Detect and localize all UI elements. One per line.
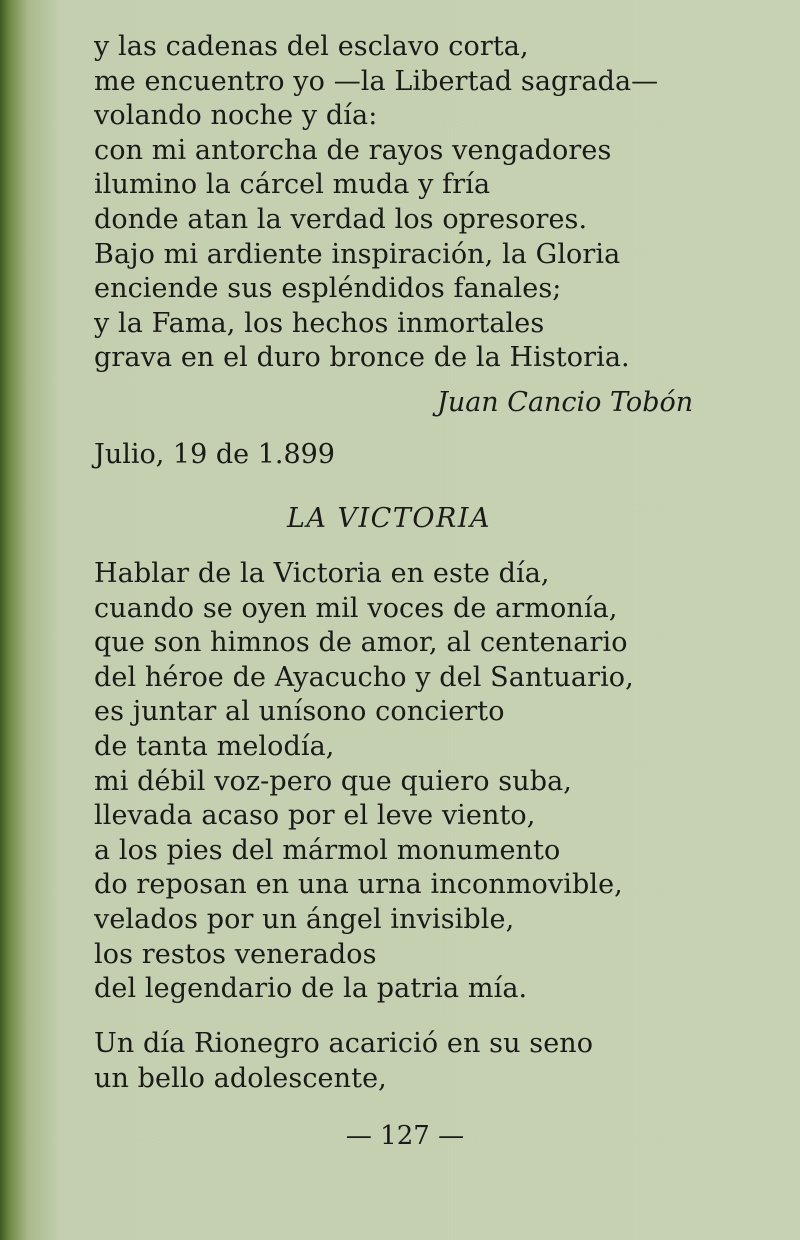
poem-title: LA VICTORIA	[287, 503, 491, 534]
poem-line: grava en el duro bronce de la Historia.	[94, 342, 630, 374]
page-number: — 127 —	[345, 1121, 465, 1151]
poem-line: me encuentro yo —la Libertad sagrada—	[94, 65, 659, 97]
poem-line: que son himnos de amor, al centenario	[94, 627, 628, 659]
poem2-stanza-2	[94, 1027, 774, 1096]
author-signature: Juan Cancio Tobón	[437, 387, 694, 418]
poem-line: volando noche y día:	[94, 100, 378, 132]
poem-line: enciende sus espléndidos fanales;	[94, 273, 562, 305]
poem-line: un bello adolescente,	[94, 1062, 387, 1094]
poem-line: Bajo mi ardiente inspiración, la Gloria	[94, 238, 621, 270]
poem-date: Julio, 19 de 1.899	[94, 439, 335, 470]
poem-line: donde atan la verdad los opresores.	[94, 203, 588, 235]
poem-line: los restos venerados	[94, 938, 377, 970]
poem-line: del legendario de la patria mía.	[94, 973, 528, 1005]
poem-line: ilumino la cárcel muda y fría	[94, 169, 491, 201]
poem-line: velados por un ángel invisible,	[94, 903, 515, 935]
poem-line: Hablar de la Victoria en este día,	[94, 558, 550, 589]
poem-line: y las cadenas del esclavo corta,	[94, 31, 529, 62]
poem2-stanza-1	[94, 557, 774, 1007]
poem-line: y la Fama, los hechos inmortales	[94, 307, 545, 339]
poem1-text	[94, 30, 774, 376]
poem-line: de tanta melodía,	[94, 730, 335, 762]
poem-line: mi débil voz-pero que quiero suba,	[94, 765, 572, 797]
poem-line: del héroe de Ayacucho y del Santuario,	[94, 661, 634, 693]
poem-line: con mi antorcha de rayos vengadores	[94, 134, 612, 166]
poem-line: a los pies del mármol monumento	[94, 834, 561, 866]
poem-line: llevada acaso por el leve viento,	[94, 800, 536, 832]
poem-line: do reposan en una urna inconmovible,	[94, 869, 623, 901]
poem-line: es juntar al unísono concierto	[94, 696, 505, 728]
poem-line: Un día Rionegro acarició en su seno	[94, 1028, 594, 1059]
poem-line: cuando se oyen mil voces de armonía,	[94, 592, 618, 624]
